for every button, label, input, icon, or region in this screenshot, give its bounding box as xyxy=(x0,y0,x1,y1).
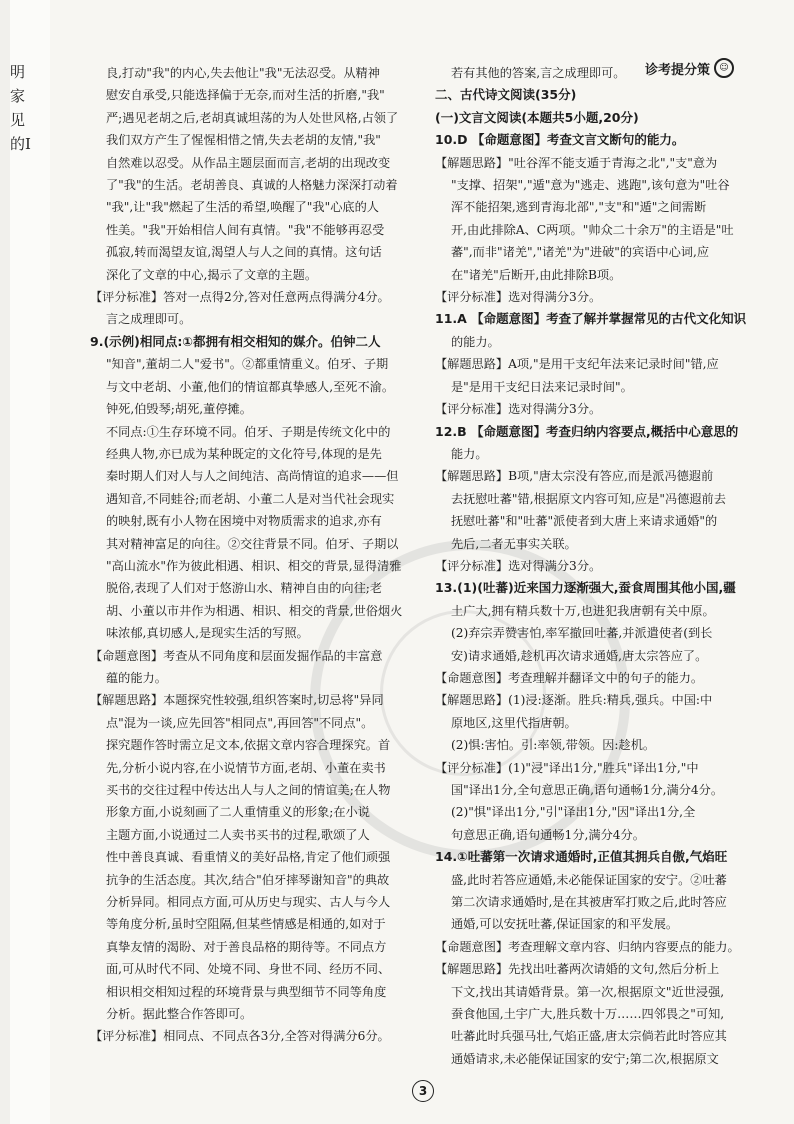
text-line: 经典人物,亦已成为某种既定的文化符号,体现的是先 xyxy=(106,446,382,461)
text-line: 自然难以忍受。从作品主题层面而言,老胡的出现改变 xyxy=(106,155,391,170)
text-line: 吐蕃此时兵强马壮,气焰正盛,唐太宗倘若此时答应其 xyxy=(451,1029,727,1044)
text-line: 先,分析小说内容,在小说情节方面,老胡、小董在卖书 xyxy=(106,760,386,775)
text-line: 【评分标准】答对一点得2分,答对任意两点得满分4分。 xyxy=(90,290,390,305)
text-line: "知音",董胡二人"爱书"。②都重情重义。伯牙、子期 xyxy=(106,357,389,372)
text-line: 若有其他的答案,言之成理即可。 xyxy=(451,66,626,80)
text-line: 第二次请求通婚时,是在其被唐军打败之后,此时答应 xyxy=(451,895,727,910)
text-line: 钟死,伯毁琴;胡死,董停摊。 xyxy=(106,402,252,417)
text-line: 【解题思路】本题探究性较强,组织答案时,切忌将"异同 xyxy=(90,693,384,708)
text-line: 原地区,这里代指唐朝。 xyxy=(451,715,577,730)
text-line: 【评分标准】相同点、不同点各3分,全答对得满分6分。 xyxy=(90,1029,390,1044)
right-column xyxy=(435,62,780,1070)
text-line: 通婚,可以安抚吐蕃,保证国家的和平发展。 xyxy=(451,917,679,932)
text-line: 句意思正确,语句通畅1分,满分4分。 xyxy=(451,827,645,842)
text-line: 通婚请求,未必能保证国家的安宁;第二次,根据原文 xyxy=(451,1051,719,1066)
text-line: 【评分标准】选对得满分3分。 xyxy=(435,402,602,417)
text-line: "我",让"我"燃起了生活的希望,唤醒了"我"心底的人 xyxy=(106,200,379,215)
text-line: 盛,此时若答应通婚,未必能保证国家的安宁。②吐蕃 xyxy=(451,872,727,887)
text-line: "支撑、招架","遁"意为"逃走、逃跑",该句意为"吐谷 xyxy=(451,178,730,193)
text-line: 先后,二者无事实关联。 xyxy=(451,536,577,551)
text-line: 秦时期人们对人与人之间纯洁、高尚情谊的追求——但 xyxy=(106,469,399,484)
text-line: 买书的交往过程中传达出人与人之间的情谊美;在人物 xyxy=(106,783,391,797)
text-line: 胡、小董以市井作为相遇、相识、相交的背景,世俗烟火 xyxy=(106,603,403,618)
text-line: 蕴的能力。 xyxy=(106,670,167,685)
text-line: 形象方面,小说刻画了二人重情重义的形象;在小说 xyxy=(106,805,370,820)
text-line: (2)惧:害怕。引:率领,带领。因:趁机。 xyxy=(451,738,656,753)
text-line: 抚慰吐蕃"和"吐蕃"派使者到大唐上来请求通婚"的 xyxy=(451,514,718,529)
text-line: 【命题意图】考查理解并翻译文中的句子的能力。 xyxy=(435,670,704,685)
text-line: 遇知音,不同蛙谷;而老胡、小董二人是对当代社会现实 xyxy=(106,491,395,506)
text-line: 性中善良真诚、看重情义的美好品格,肯定了他们顽强 xyxy=(106,850,391,865)
text-line: (2)弃宗弄赞害怕,率军撤回吐蕃,并派遣使者(到长 xyxy=(451,626,713,641)
text-line: 开,由此排除A、C两项。"帅众二十余万"的主语是"吐 xyxy=(451,222,734,237)
text-line: 浑不能招架,逃到青海北部","支"和"遁"之间需断 xyxy=(451,200,707,215)
text-line: 【解题思路】先找出吐蕃两次请婚的文句,然后分析上 xyxy=(435,962,720,977)
text-line: 面,可从时代不同、处境不同、身世不同、经历不同、 xyxy=(106,962,391,977)
text-line: 【命题意图】考查从不同角度和层面发掘作品的丰富意 xyxy=(90,648,383,663)
text-line: 12.B 【命题意图】考查归纳内容要点,概括中心意思的 xyxy=(435,423,739,439)
left-column xyxy=(90,62,420,1048)
text-line: 分析异同。相同点方面,可从历史与现实、古人与今人 xyxy=(106,895,391,910)
text-line: 味浓郁,真切感人,是现实生活的写照。 xyxy=(106,626,309,641)
text-line: 探究题作答时需立足文本,依据文章内容合理探究。首 xyxy=(106,738,391,753)
text-line: 安)请求通婚,趁机再次请求通婚,唐太宗答应了。 xyxy=(451,648,708,663)
text-line: 【解题思路】(1)浸:逐渐。胜兵:精兵,强兵。中国:中 xyxy=(435,693,713,708)
smile-logo-icon: ☺ xyxy=(714,58,734,78)
text-line: 蕃",而非"诸羌","诸羌"为"进破"的宾语中心词,应 xyxy=(451,245,710,260)
text-line: 我们双方产生了惺惺相惜之情,失去老胡的友情,"我" xyxy=(106,133,381,148)
text-line: 不同点:①生存环境不同。伯牙、子期是传统文化中的 xyxy=(106,424,391,439)
text-line: 点"混为一谈,应先回答"相同点",再回答"不同点"。 xyxy=(106,715,374,730)
text-line: 是"是用干支纪日法来记录时间"。 xyxy=(451,379,633,394)
text-line: 9.(示例)相同点:①都拥有相交相知的媒介。伯钟二人 xyxy=(90,333,381,349)
text-line: 言之成理即可。 xyxy=(106,312,192,327)
text-line: 【解题思路】A项,"是用干支纪年法来记录时间"错,应 xyxy=(435,357,719,372)
text-line: 13.(1)(吐蕃)近来国力逐渐强大,蚕食周围其他小国,疆 xyxy=(435,580,736,596)
text-line: 分析。据此整合作答即可。 xyxy=(106,1007,253,1022)
text-line: 孤寂,转而渴望友谊,渴望人与人之间的真情。这句话 xyxy=(106,245,382,260)
binding-margin xyxy=(10,0,50,1124)
text-line: 去抚慰吐蕃"错,根据原文内容可知,应是"冯德遐前去 xyxy=(451,491,726,506)
text-line: 14.①吐蕃第一次请求通婚时,正值其拥兵自傲,气焰旺 xyxy=(435,849,728,865)
text-line: 的能力。 xyxy=(451,334,500,349)
text-line: 【解题思路】B项,"唐太宗没有答应,而是派冯德遐前 xyxy=(435,469,714,484)
answer-page xyxy=(10,0,794,1124)
text-line: 【解题思路】"吐谷浑不能支遁于青海之北","支"意为 xyxy=(435,155,718,170)
text-line: 能力。 xyxy=(451,446,488,461)
text-line: 严;遇见老胡之后,老胡真诚坦荡的为人处世风格,占领了 xyxy=(106,110,399,125)
text-line: 国"译出1分,全句意思正确,语句通畅1分,满分4分。 xyxy=(451,783,724,797)
text-line: 【命题意图】考查理解文章内容、归纳内容要点的能力。 xyxy=(435,939,740,954)
text-line: 其对精神富足的向往。②交往背景不同。伯牙、子期以 xyxy=(106,536,399,551)
text-line: (一)文言文阅读(本题共5小题,20分) xyxy=(435,109,639,125)
text-line: 蚕食他国,土宇广大,胜兵数十万……四邻畏之"可知, xyxy=(451,1007,725,1022)
text-line: 10.D 【命题意图】考查文言文断句的能力。 xyxy=(435,132,685,148)
text-line: 【评分标准】(1)"浸"译出1分,"胜兵"译出1分,"中 xyxy=(435,760,699,775)
text-line: 的映射,既有小人物在困境中对物质需求的追求,亦有 xyxy=(106,514,382,529)
text-line: 二、古代诗文阅读(35分) xyxy=(435,87,577,103)
page-number: 3 xyxy=(412,1080,434,1102)
text-line: 11.A 【命题意图】考查了解并掌握常见的古代文化知识 xyxy=(435,311,747,327)
text-line: 了"我"的生活。老胡善良、真诚的人格魅力深深打动着 xyxy=(106,178,398,193)
text-line: 抗争的生活态度。其次,结合"伯牙摔琴谢知音"的典故 xyxy=(106,872,390,887)
text-line: 与文中老胡、小董,他们的情谊都真挚感人,至死不渝。 xyxy=(106,379,395,394)
text-line: 深化了文章的中心,揭示了文章的主题。 xyxy=(106,267,318,282)
brand-title: 诊考提分策 xyxy=(644,62,710,78)
text-line: 在"诸羌"后断开,由此排除B项。 xyxy=(451,267,622,282)
text-line: 性美。"我"开始相信人间有真情。"我"不能够再忍受 xyxy=(106,222,385,237)
text-line: 等角度分析,虽时空阻隔,但某些情感是相通的,如对于 xyxy=(106,917,386,932)
text-line: "高山流水"作为彼此相遇、相识、相交的背景,显得清雅 xyxy=(106,558,402,573)
text-line: 脱俗,表现了人们对于悠游山水、精神自由的向往;老 xyxy=(106,581,383,596)
text-line: 良,打动"我"的内心,失去他让"我"无法忍受。从精神 xyxy=(106,66,380,80)
adjacent-page-fragment: 明家见的I xyxy=(10,63,31,153)
text-line: 【评分标准】选对得满分3分。 xyxy=(435,558,602,573)
text-line: 慰安自承受,只能选择偏于无奈,而对生活的折磨,"我" xyxy=(106,88,385,103)
text-line: 【评分标准】选对得满分3分。 xyxy=(435,290,602,305)
text-line: 下文,找出其请婚背景。第一次,根据原文"近世浸强, xyxy=(451,984,725,999)
text-line: 真挚友情的渴盼、对于善良品格的期待等。不同点方 xyxy=(106,939,387,954)
text-line: (2)"惧"译出1分,"引"译出1分,"因"译出1分,全 xyxy=(451,805,696,820)
text-line: 相识相交相知过程的环境背景与典型细节不同等角度 xyxy=(106,984,387,999)
text-line: 土广大,拥有精兵数十万,也进犯我唐朝有关中原。 xyxy=(451,603,715,618)
text-line: 主题方面,小说通过二人卖书买书的过程,歌颂了人 xyxy=(106,827,370,842)
